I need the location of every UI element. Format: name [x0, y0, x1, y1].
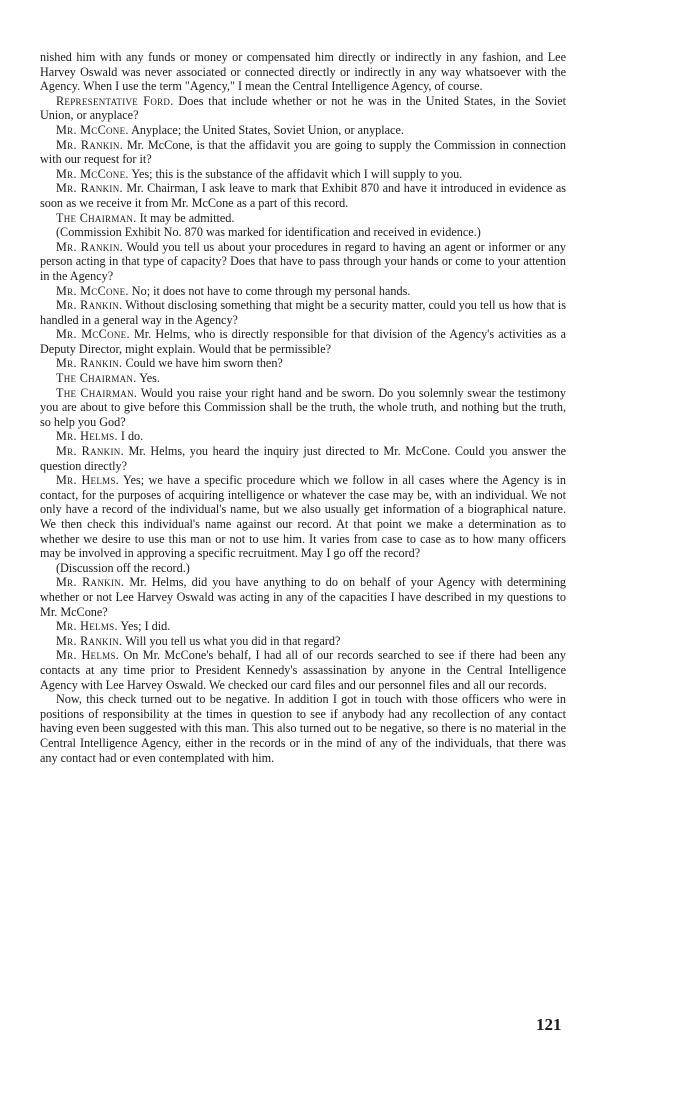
paragraph	[40, 167, 566, 182]
paragraph-text: Would you tell us about your procedures in regard to having an agent or informer or any person acting in that type of capacity? Does that have to pass through your hands or come to your attention in the Agency?	[40, 239, 567, 283]
paragraph-text: Mr. McCone, is that the affidavit you are going to supply the Commission in connection with our request for it?	[40, 137, 567, 167]
paragraph	[40, 473, 566, 561]
paragraph	[40, 50, 566, 94]
paragraph	[40, 181, 566, 210]
speaker-name: The Chairman.	[56, 385, 138, 400]
paragraph-text: Without disclosing something that might be a security matter, could you tell us how that is handled in a general way in the Agency?	[40, 298, 567, 327]
page-number: 121	[536, 1015, 562, 1034]
paragraph	[40, 298, 566, 327]
speaker-name: Mr. McCone.	[56, 283, 129, 298]
paragraph-text: Mr. Helms, you heard the inquiry just directed to Mr. McCone. Could you answer the question directly?	[40, 444, 566, 473]
paragraph-text: Would you raise your right hand and be sworn. Do you solemnly swear the testimony you are about to give before this Commission shall be the truth, the whole truth, and nothing but the truth, so help you God?	[40, 385, 566, 429]
paragraph	[40, 444, 566, 473]
paragraph	[40, 138, 566, 167]
paragraph-text: Does that include whether or not he was in the United States, in the Soviet Union, or anyplace?	[40, 93, 566, 123]
speaker-name: Mr. Rankin.	[56, 239, 123, 254]
speaker-name: Mr. McCone.	[56, 166, 129, 181]
paragraph	[40, 123, 566, 138]
paragraph	[40, 692, 566, 765]
paragraph	[40, 575, 566, 619]
speaker-name: Mr. Rankin.	[56, 444, 124, 459]
paragraph-text: Yes; I did.	[120, 619, 171, 634]
speaker-name: Mr. Helms.	[56, 648, 120, 663]
speaker-name: Mr. Rankin.	[56, 298, 123, 313]
paragraph-text: No; it does not have to come through my personal hands.	[131, 283, 411, 298]
speaker-name: Mr. Helms.	[56, 473, 120, 488]
paragraph	[40, 386, 566, 430]
transcript-page	[40, 50, 566, 765]
paragraph-text: I do.	[120, 429, 144, 444]
paragraph	[40, 356, 566, 371]
paragraph	[40, 429, 566, 444]
paragraph-text: It may be admitted.	[139, 210, 235, 225]
paragraph-text: nished him with any funds or money or compensated him directly or indirectly in any fashion, and Lee Harvey Oswald was never associated or connected directly or indirectly in any way whatsoever with the Agency. When I use the term "Agency," I mean the Central Intelligence Agency, of course.	[40, 50, 566, 94]
paragraph-text: Will you tell us what you did in that regard?	[125, 633, 341, 648]
speaker-name: The Chairman.	[56, 210, 137, 225]
paragraph	[40, 284, 566, 299]
paragraph	[40, 634, 566, 649]
speaker-name: Mr. Rankin.	[56, 356, 123, 371]
paragraph-text: Could we have him sworn then?	[125, 356, 283, 371]
paragraph-text: Yes.	[139, 371, 160, 386]
paragraph	[40, 225, 566, 240]
speaker-name: Representative Ford.	[56, 93, 174, 108]
paragraph-text: (Commission Exhibit No. 870 was marked for identification and received in evidence.)	[56, 225, 481, 240]
paragraph-text: Now, this check turned out to be negative. In addition I got in touch with those officers who were in positions of responsibility at the times in question to see if anybody had any recollection of any contact having even been suggested with this man. This also turned out to be negative, so there is no material in the Central Intelligence Agency, either in the records or in the mind of any of the individuals, that there was any contact had or even contemplated with him.	[40, 692, 566, 765]
paragraph-text: On Mr. McCone's behalf, I had all of our records searched to see if there had been any contacts at any time prior to President Kennedy's assassination by anyone in the Central Intelligence Agency with Lee Harvey Oswald. We checked our card files and our personnel files and all our records.	[40, 648, 566, 692]
paragraph	[40, 240, 566, 284]
paragraph	[40, 619, 566, 634]
speaker-name: Mr. McCone.	[56, 327, 130, 342]
paragraph	[40, 327, 566, 356]
paragraph-text: Anyplace; the United States, Soviet Union, or anyplace.	[131, 122, 404, 137]
paragraph-text: (Discussion off the record.)	[56, 560, 190, 575]
paragraph-text: Yes; we have a specific procedure which we follow in all cases where the Agency is in contact, for the purposes of acquiring intelligence or whatever the case may be, with an individual. We not only have a record of the individual's name, but we also usually get information of a biographical nature. We then check this individual's name against our record. At that point we make a determination as to whether we desire to use this man or not to use him. It varies from case to case as to how many officers may be involved in approving a specific recruitment. May I go off the record?	[40, 473, 566, 561]
paragraph	[40, 648, 566, 692]
speaker-name: Mr. Rankin.	[56, 181, 123, 196]
speaker-name: Mr. Helms.	[56, 619, 118, 634]
speaker-name: Mr. Rankin.	[56, 575, 125, 590]
speaker-name: The Chairman.	[56, 371, 137, 386]
paragraph	[40, 371, 566, 386]
speaker-name: Mr. McCone.	[56, 122, 129, 137]
paragraph-text: Mr. Helms, who is directly responsible for that division of the Agency's activities as a Deputy Director, might explain. Would that be permissible?	[40, 327, 567, 356]
paragraph-text: Yes; this is the substance of the affidavit which I will supply to you.	[131, 166, 463, 181]
paragraph	[40, 561, 566, 576]
paragraph	[40, 211, 566, 226]
paragraph	[40, 94, 566, 123]
speaker-name: Mr. Helms.	[56, 429, 118, 444]
paragraph-text: Mr. Helms, did you have anything to do on behalf of your Agency with determining whether or not Lee Harvey Oswald was acting in any of the capacities I have described in my questions to Mr. McCone?	[40, 575, 567, 619]
paragraph-text: Mr. Chairman, I ask leave to mark that Exhibit 870 and have it introduced in evidence as soon as we receive it from Mr. McCone as a part of this record.	[40, 181, 567, 210]
speaker-name: Mr. Rankin.	[56, 633, 123, 648]
speaker-name: Mr. Rankin.	[56, 137, 124, 152]
